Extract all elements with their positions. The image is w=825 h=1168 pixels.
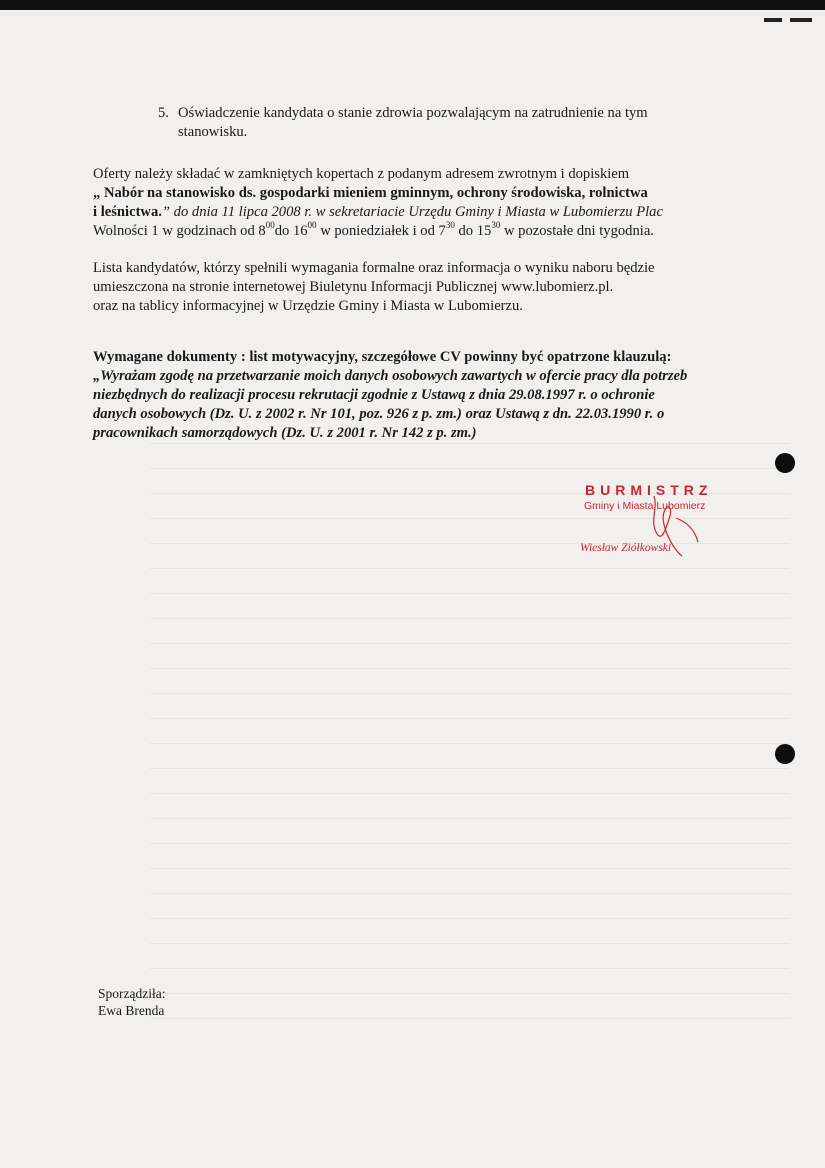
required-documents xyxy=(93,348,743,443)
scan-edge xyxy=(0,0,825,10)
corner-mark xyxy=(790,18,812,22)
list-line3: oraz na tablicy informacyjnej w Urzędzie Gminy i Miasta w Lubomierzu. xyxy=(93,298,523,314)
clause-line4: pracownikach samorządowych (Dz. U. z 2001 r. Nr 142 z p. zm.) xyxy=(93,425,477,441)
offers-line3: ” do dnia 11 lipca 2008 r. w sekretariacie Urzędu Gminy i Miasta w Lubomierzu Plac xyxy=(161,204,663,220)
list-line1: Lista kandydatów, którzy spełnili wymagania formalne oraz informacja o wyniku naboru będzie xyxy=(93,260,655,276)
offers-paragraph xyxy=(93,165,743,241)
documents-heading: Wymagane dokumenty : list motywacyjny, szczegółowe CV powinny być opatrzone klauzulą: xyxy=(93,349,672,365)
candidates-list-paragraph xyxy=(93,259,743,316)
stamp-name: Wiesław Ziółkowski xyxy=(580,542,672,554)
clause-line1: „Wyrażam zgodę na przetwarzanie moich danych osobowych zawartych w ofercie pracy dla potrzeb xyxy=(93,368,688,384)
offers-line1: Oferty należy składać w zamkniętych kopertach z podanym adresem zwrotnym i dopiskiem xyxy=(93,166,630,182)
item-number: 5. xyxy=(158,105,169,121)
clause-line3: danych osobowych (Dz. U. z 2002 r. Nr 101, poz. 926 z p. zm.) oraz Ustawą z dn. 22.03.1990 r. o xyxy=(93,406,665,422)
punch-hole xyxy=(775,744,795,764)
prepared-name: Ewa Brenda xyxy=(98,1003,165,1018)
punch-hole xyxy=(775,453,795,473)
corner-mark xyxy=(764,18,782,22)
offers-bold-line: „ Nabór na stanowisko ds. gospodarki mieniem gminnym, ochrony środowiska, rolnictwa xyxy=(93,185,648,201)
stamp-subtitle: Gminy i Miasta Lubomierz xyxy=(584,500,706,512)
offers-hours-line: Wolności 1 w godzinach od $8^{00}do$ $16^{00}$ w poniedziałek i od $7^{30}$ do $15^{30}$ w pozostałe dni tygodnia. xyxy=(93,220,654,239)
item-text-line1: Oświadczenie kandydata o stanie zdrowia pozwalającym na zatrudnienie na tym xyxy=(178,105,648,121)
list-line2: umieszczona na stronie internetowej Biuletynu Informacji Publicznej www.lubomierz.pl. xyxy=(93,279,614,295)
prepared-by xyxy=(98,985,165,1019)
stamp-title: BURMISTRZ xyxy=(585,482,713,498)
offers-bold-end: i leśnictwa. xyxy=(93,204,162,220)
item-text-line2: stanowisku. xyxy=(178,124,248,140)
prepared-label: Sporządziła: xyxy=(98,986,166,1001)
signature-icon xyxy=(636,488,716,568)
clause-line2: niezbędnych do realizacji procesu rekrutacji zgodnie z Ustawą z dnia 29.08.1997 r. o ochronie xyxy=(93,387,655,403)
list-item-5 xyxy=(158,104,718,142)
